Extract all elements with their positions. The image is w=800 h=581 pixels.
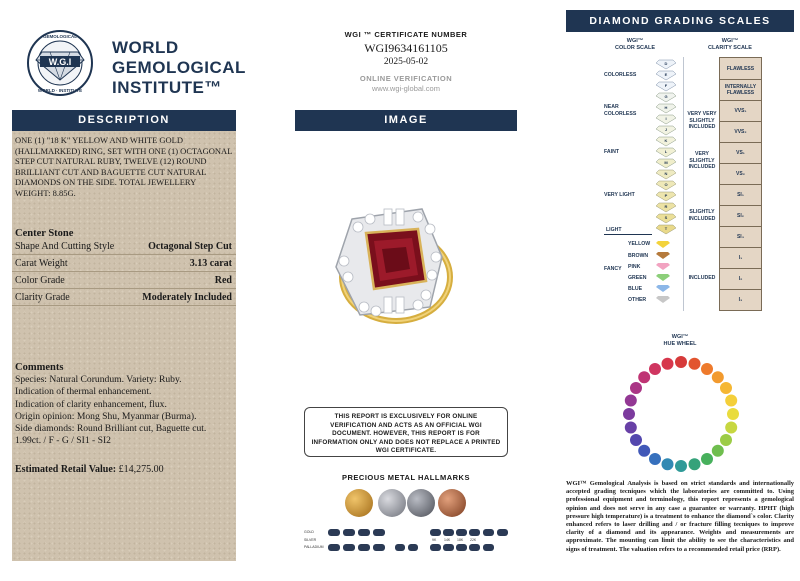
fancy-yellow-label: YELLOW: [628, 241, 651, 247]
hue-swatch: [701, 453, 713, 465]
hallmark-row-label: PALLADIUM: [304, 545, 324, 549]
retail-value: Estimated Retail Value: £14,275.00: [15, 464, 164, 475]
hallmark-stamp-icon: [358, 529, 370, 536]
hue-swatch: [720, 434, 732, 446]
hue-swatch: [689, 458, 701, 470]
svg-text:M: M: [664, 160, 668, 165]
hue-swatch: [701, 363, 713, 375]
hue-swatch: [625, 422, 637, 434]
svg-text:L: L: [664, 149, 668, 154]
ruby-ring-image: [318, 195, 458, 335]
clarity-i3: I₃: [738, 297, 743, 303]
comments-block: Comments Species: Natural Corundum. Variety: Ruby. Indication of thermal enhancement. Indication of clarity enhancement, flux. Origin opinion: Mong Shu, Myanmar (Burma). Side diamonds: Round Brilliant cut, Baguette cut. 1.99ct. / F - G / SI1 - SI2: [15, 362, 207, 447]
hue-swatch: [638, 445, 650, 457]
hallmark-stamp-icon: [395, 544, 405, 551]
clarity-group-very-very-slightly: VERY VERY SLIGHTLY INCLUDED: [687, 111, 717, 130]
svg-text:R: R: [664, 204, 668, 209]
clarity-vs1: VS₁: [720, 143, 761, 164]
hue-swatch: [638, 371, 650, 383]
svg-text:G: G: [664, 94, 668, 99]
fancy-blue-label: BLUE: [628, 286, 643, 292]
clarity-internally-flawless: INTERNALLY FLAWLESS: [720, 80, 761, 101]
clarity-group-included: INCLUDED: [688, 275, 716, 281]
hallmark-stamp-icon: [343, 544, 355, 551]
online-verification-url: www.wgi-global.com: [372, 84, 440, 93]
fancy-green-label: GREEN: [628, 275, 647, 281]
color-group-light: LIGHT: [606, 227, 622, 233]
hallmark-stamp-icon: [497, 529, 508, 536]
hallmark-stamp-icon: [483, 544, 494, 551]
svg-text:K: K: [664, 138, 668, 143]
clarity-i2: I₂: [720, 269, 761, 290]
hallmark-purity-label: 9K: [432, 538, 437, 542]
clarity-i1: I₁: [720, 248, 761, 269]
disclaimer-box: THIS REPORT IS EXCLUSIVELY FOR ONLINE VERIFICATION AND ACTS AS AN OFFICIAL WGI DOCUMENT. HOWEVER, THIS REPORT IS FOR INFORMATION ONLY AND DOES NOT REPLACE A PRINTED WGI CERTIFICATE.: [304, 407, 508, 457]
clarity-vvs1: VVS₁: [720, 101, 761, 122]
certificate-number: WGI9634161105: [364, 41, 448, 55]
description-panel: [12, 131, 236, 561]
hue-swatch: [623, 408, 635, 420]
clarity-flawless: FLAWLESS: [720, 58, 761, 80]
clarity-scale-title: WGI™ CLARITY SCALE: [708, 38, 752, 51]
svg-text:H: H: [664, 105, 668, 110]
hue-swatch: [720, 382, 732, 394]
certificate-number-label: WGI ™ CERTIFICATE NUMBER: [344, 30, 468, 39]
image-heading: IMAGE: [295, 110, 517, 131]
svg-text:I: I: [665, 116, 667, 121]
grading-footer-text: WGI™ Gemological Analysis is based on strict standards and internationally accepted grading tecniques which the laboratories are committed to. Using professional equipment and terminology, this report represents a gemological opinion and does not serve in any case a guarantee or warranty. HPHT (high pressure high temperature) is a treatment to enhance the diamond`s color. Clarity enhanced refers to laser drilling and / or fracture filling tecniques to improve clarity of a diamond and its appearance. Weights and measurements are approximate. The mounting can limit the ability to see the characteristics and signs of treatment. The valuation refers to a recommended retail price (RRP).: [566, 480, 794, 553]
diamond-grading-scales-heading: DIAMOND GRADING SCALES: [566, 10, 794, 32]
light-underline: [604, 234, 652, 235]
center-stone-row: Carat Weight 3.13 carat: [12, 255, 236, 272]
hallmark-stamp-icon: [430, 544, 441, 551]
color-group-faint: FAINT: [604, 149, 619, 155]
center-stone-title: Center Stone: [15, 228, 74, 239]
hue-swatch: [725, 395, 737, 407]
fancy-color-diamonds: [656, 240, 670, 306]
hue-swatch: [649, 363, 661, 375]
hue-swatch: [712, 371, 724, 383]
hallmark-stamp-icon: [469, 529, 480, 536]
color-grade-diamonds: [656, 58, 676, 238]
color-group-fancy: FANCY: [604, 266, 622, 272]
svg-text:N: N: [664, 171, 668, 176]
center-stone-row: Shape And Cutting Style Octagonal Step Cut: [12, 238, 236, 255]
hallmark-stamp-icon: [373, 544, 385, 551]
hallmarks-title: PRECIOUS METAL HALLMARKS: [342, 473, 470, 482]
hallmark-purity-label: 18K: [457, 538, 464, 542]
hallmark-stamp-icon: [328, 529, 340, 536]
hue-swatch: [649, 453, 661, 465]
silver-hallmark-icon: [378, 489, 406, 517]
hue-swatch: [675, 356, 687, 368]
clarity-vs2: VS₂: [720, 164, 761, 185]
hallmark-stamp-icon: [483, 529, 494, 536]
color-group-near-colorless: NEAR COLORLESS: [604, 104, 637, 117]
hue-swatch: [727, 408, 739, 420]
hue-swatch: [662, 458, 674, 470]
hallmark-stamp-icon: [456, 529, 467, 536]
hue-swatch: [712, 445, 724, 457]
svg-text:E: E: [664, 72, 668, 77]
hallmark-purity-label: 14K: [444, 538, 451, 542]
certificate-date: 2025-05-02: [383, 57, 429, 67]
color-group-colorless: COLORLESS: [604, 72, 637, 78]
fancy-other-label: OTHER: [628, 297, 647, 303]
clarity-si2: SI₂: [720, 206, 761, 227]
svg-text:P: P: [664, 193, 668, 198]
hallmark-stamp-icon: [469, 544, 480, 551]
fancy-pink-label: PINK: [628, 264, 641, 270]
hue-swatch: [625, 395, 637, 407]
hallmark-stamp-icon: [443, 529, 454, 536]
clarity-group-very-slightly: VERY SLIGHTLY INCLUDED: [688, 151, 716, 170]
hallmark-stamp-icon: [430, 529, 441, 536]
clarity-vvs2: VVS₂: [720, 122, 761, 143]
description-text: ONE (1) "18 K" YELLOW AND WHITE GOLD (HALLMARKED) RING, SET WITH ONE (1) OCTAGONAL STEP CUT NATURAL RUBY, TWELVE (12) ROUND BRILLIANT CUT AND BAGUETTE CUT NATURAL DIAMONDS ON THE SIDE. TOTAL JEWELLERY WEIGHT: 8.85G.: [15, 135, 233, 198]
hallmark-stamp-icon: [358, 544, 370, 551]
hue-swatch: [725, 422, 737, 434]
svg-text:S: S: [664, 215, 668, 220]
svg-text:GEMOLOGICAL: GEMOLOGICAL: [43, 34, 77, 39]
palladium-hallmark-icon: [438, 489, 466, 517]
svg-text:D: D: [664, 61, 668, 66]
clarity-grade-column: [719, 57, 762, 311]
svg-text:J: J: [664, 127, 668, 132]
hue-swatch: [689, 358, 701, 370]
hallmark-stamp-icon: [408, 544, 418, 551]
color-scale-title: WGI™ COLOR SCALE: [614, 38, 656, 51]
hue-wheel-title: WGI™ HUE WHEEL: [663, 334, 697, 347]
hallmark-stamp-icon: [456, 544, 467, 551]
hue-swatch: [630, 434, 642, 446]
hallmark-stamp-icon: [328, 544, 340, 551]
center-stone-row: Clarity Grade Moderately Included: [12, 289, 236, 306]
hallmark-stamp-icon: [443, 544, 454, 551]
svg-text:T: T: [664, 226, 668, 231]
svg-text:W.G.I: W.G.I: [48, 57, 72, 67]
online-verification-label: ONLINE VERIFICATION: [359, 74, 453, 83]
clarity-group-slightly: SLIGHTLY INCLUDED: [688, 209, 716, 222]
description-heading: DESCRIPTION: [12, 110, 236, 131]
hallmark-row-label: SILVER: [304, 538, 317, 542]
institute-name: WORLD GEMOLOGICAL INSTITUTE™: [112, 38, 246, 97]
center-stone-row: Color Grade Red: [12, 272, 236, 289]
svg-text:O: O: [664, 182, 668, 187]
svg-text:F: F: [664, 83, 668, 88]
hallmark-row-label: GOLD: [304, 530, 314, 534]
platinum-hallmark-icon: [407, 489, 435, 517]
hallmark-stamp-icon: [343, 529, 355, 536]
hue-swatch: [662, 358, 674, 370]
color-group-very-light: VERY LIGHT: [604, 192, 635, 198]
hue-swatch: [675, 460, 687, 472]
gold-hallmark-icon: [345, 489, 373, 517]
hue-wheel-chart: [606, 342, 756, 482]
hallmark-purity-label: 22K: [470, 538, 477, 542]
hue-swatch: [630, 382, 642, 394]
clarity-si3: SI₃: [720, 227, 761, 248]
svg-text:WORLD · INSTITUTE: WORLD · INSTITUTE: [37, 88, 83, 93]
clarity-divider: [683, 57, 684, 311]
clarity-si1: SI₁: [720, 185, 761, 206]
fancy-brown-label: BROWN: [628, 253, 649, 259]
hallmark-stamp-icon: [373, 529, 385, 536]
